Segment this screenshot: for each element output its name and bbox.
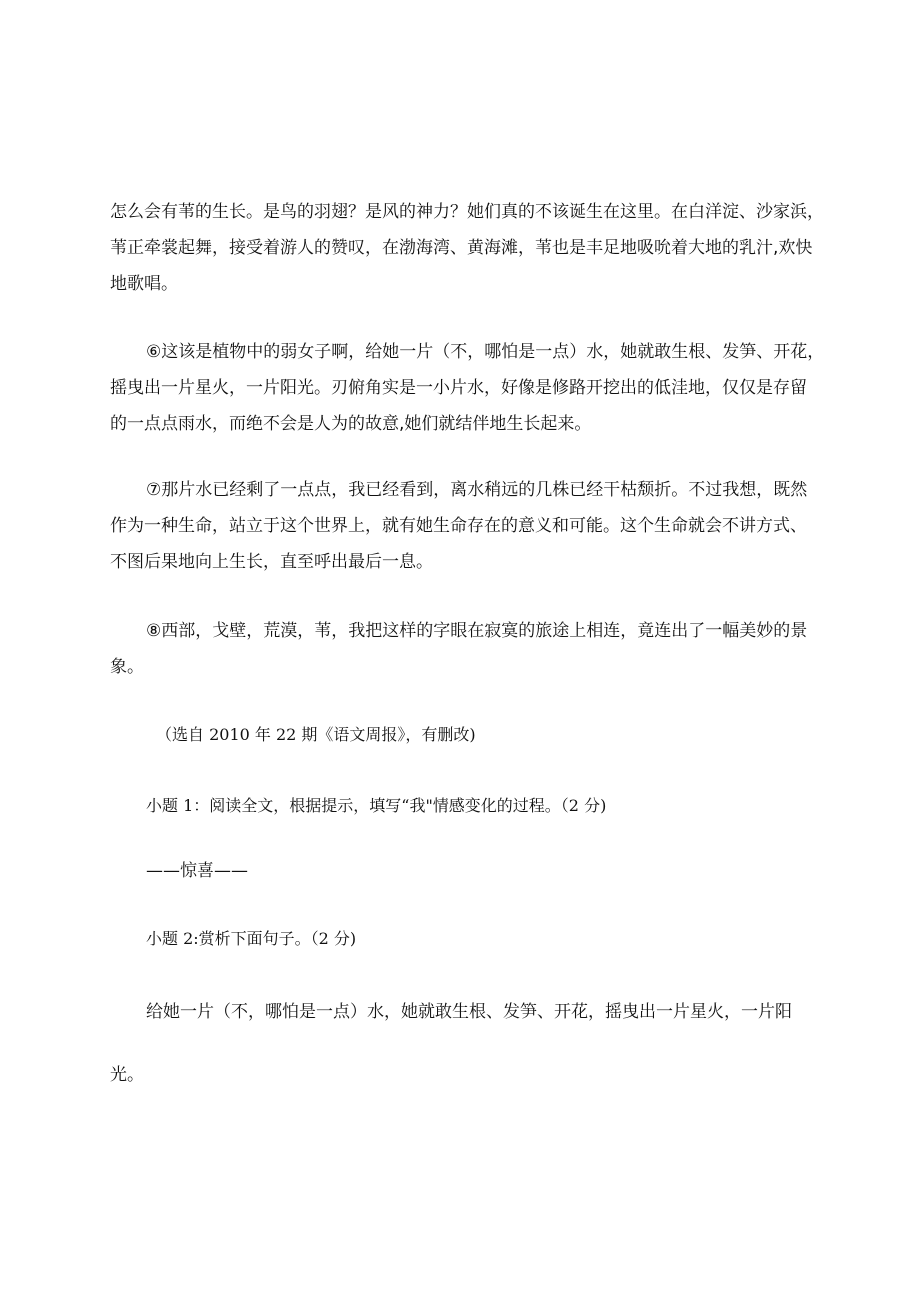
paragraph-7-line-1: ⑦那片水已经剩了一点点，我已经看到，离水稍远的几株已经干枯颓折。不过我想，既然 bbox=[146, 480, 808, 500]
paragraph-6-line-3: 的一点点雨水，而绝不会是人为的故意,她们就结伴地生长起来。 bbox=[110, 414, 592, 434]
question-2-prompt: 小题 2:赏析下面句子。（2 分) bbox=[146, 929, 357, 948]
question-2-sentence-line-2: 光。 bbox=[110, 1065, 144, 1085]
question-1-prompt: 小题 1：阅读全文，根据提示，填写“我"情感变化的过程。（2 分) bbox=[146, 796, 607, 815]
paragraph-8-line-2: 象。 bbox=[110, 657, 144, 677]
paragraph-5-line-1: 怎么会有苇的生长。是鸟的羽翅？是风的神力？她们真的不该诞生在这里。在白洋淀、沙家浜， bbox=[110, 202, 824, 222]
paragraph-6-line-2: 摇曳出一片星火，一片阳光。刃俯角实是一小片水，好像是修路开挖出的低洼地，仅仅是存留 bbox=[110, 378, 807, 398]
paragraph-7-line-2: 作为一种生命，站立于这个世界上，就有她生命存在的意义和可能。这个生命就会不讲方式、 bbox=[110, 516, 807, 536]
paragraph-6-line-1: ⑥这该是植物中的弱女子啊，给她一片（不，哪怕是一点）水，她就敢生根、发笋、开花， bbox=[146, 342, 825, 362]
paragraph-5-line-3: 地歌唱。 bbox=[110, 274, 178, 294]
question-1-blank: ——惊喜—— bbox=[146, 861, 248, 881]
paragraph-8-line-1: ⑧西部，戈壁，荒漠，苇，我把这样的字眼在寂寞的旅途上相连，竟连出了一幅美妙的景 bbox=[146, 621, 808, 641]
paragraph-5-line-2: 苇正牵裳起舞，接受着游人的赞叹，在渤海湾、黄海滩，苇也是丰足地吸吮着大地的乳汁,欢快 bbox=[110, 238, 813, 258]
source-citation: （选自 2010 年 22 期《语文周报》，有删改) bbox=[156, 725, 476, 744]
paragraph-7-line-3: 不图后果地向上生长，直至呼出最后一息。 bbox=[110, 552, 433, 572]
question-2-sentence-line-1: 给她一片（不，哪怕是一点）水，她就敢生根、发笋、开花，摇曳出一片星火，一片阳 bbox=[146, 1002, 792, 1022]
